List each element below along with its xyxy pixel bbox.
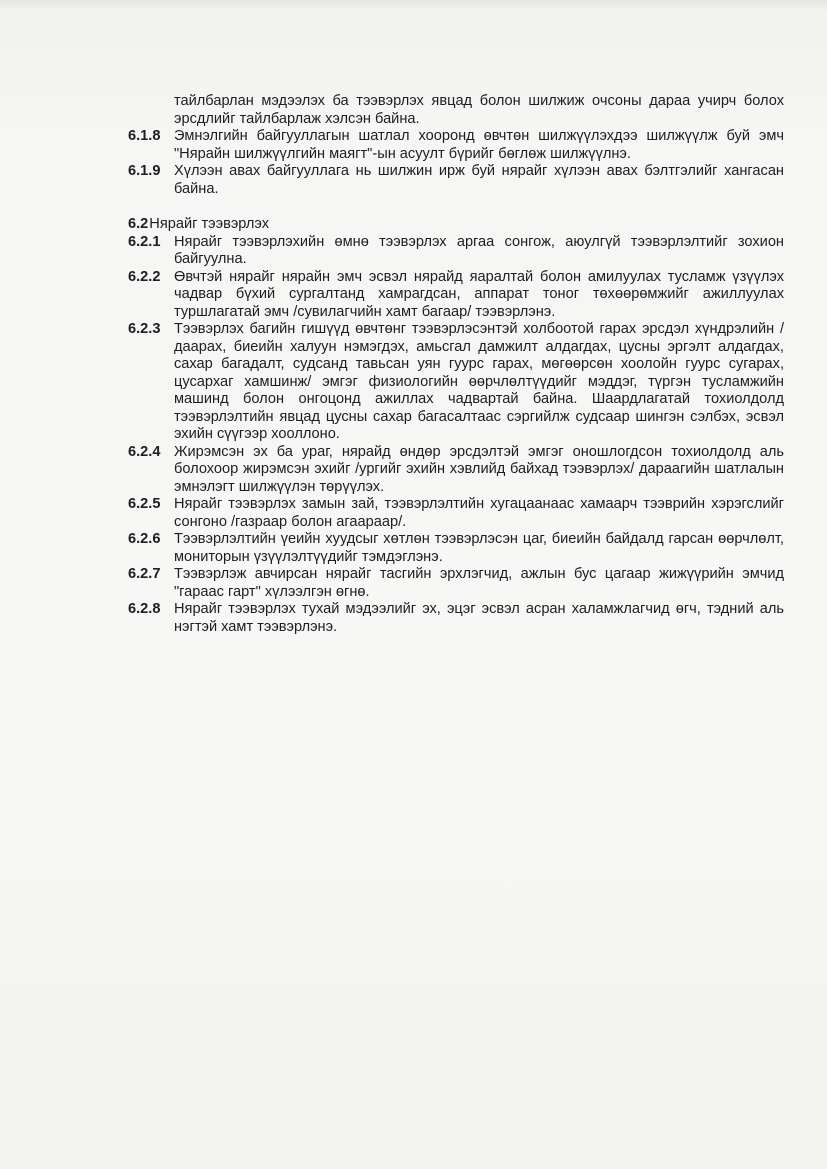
item-6-1-9: [128, 163, 784, 198]
item-text: Өвчтэй нярайг нярайн эмч эсвэл нярайд яаралтай болон амилуулах тусламж үзүүлэх чадвар бүхий сургалтанд хамрагдсан, аппарат тоног төхөөрөмжийг ажиллуулах туршлагатай эмч /сувилагчийн хамт багаар/ тээвэрлэнэ.: [174, 268, 784, 320]
item-text: Хүлээн авах байгууллага нь шилжин ирж буй нярайг хүлээн авах бэлтгэлийг хангасан байна.: [174, 163, 784, 197]
item-number: 6.2.4: [128, 443, 161, 460]
item-number: 6.2.3: [128, 321, 161, 337]
item-6-2-8: [128, 601, 784, 636]
section-number: 6.2: [128, 216, 149, 232]
item-text: Тээвэрлэж авчирсан нярайг тасгийн эрхлэгчид, ажлын бус цагаар жижүүрийн эмчид "гараас гарт" хүлээлгэн өгнө.: [174, 566, 784, 600]
item-text: Нярайг тээвэрлэхийн өмнө тээвэрлэх аргаа сонгож, аюулгүй тээвэрлэлтийг зохион байгуулна.: [174, 233, 784, 267]
item-6-2-5: [128, 496, 784, 531]
item-text: Жирэмсэн эх ба ураг, нярайд өндөр эрсдэлтэй эмгэг оношлогдсон тохиолдолд аль болохоор жирэмсэн эхийг /ургийг эхийн хэвлийд байхад тээвэрлэх/ дараагийн шатлалын эмнэлэгт шилжүүлэн төрүүлэх.: [174, 443, 784, 495]
item-text: Нярайг тээвэрлэх тухай мэдээлийг эх, эцэг эсвэл асран халамжлагчид өгч, тэдний аль нэгтэй хамт тээвэрлэнэ.: [174, 601, 784, 635]
item-number: 6.2.8: [128, 601, 161, 617]
document-body: [128, 93, 784, 636]
section-heading-6-2: [128, 216, 784, 234]
item-number: 6.1.8: [128, 128, 161, 144]
item-text: Нярайг тээвэрлэх замын зай, тээвэрлэлтийн хугацаанаас хамаарч тээврийн хэрэгслийг сонгоно /газраар болон агаараар/.: [174, 496, 784, 530]
item-6-2-6: [128, 531, 784, 566]
scan-shadow: [0, 0, 827, 10]
item-number: 6.2.6: [128, 531, 161, 547]
item-number: 6.2.7: [128, 566, 161, 582]
item-6-1-8: [128, 128, 784, 163]
item-number: 6.2.5: [128, 496, 161, 512]
item-6-2-7: [128, 566, 784, 601]
item-number: 6.1.9: [128, 163, 161, 179]
continuation-text: тайлбарлан мэдээлэх ба тээвэрлэх явцад болон шилжиж очсоны дараа учирч болох эрсдлийг тайлбарлаж хэлсэн байна.: [174, 93, 784, 127]
item-6-2-3: [128, 321, 784, 444]
item-6-2-4: [128, 444, 784, 497]
item-text: Тээвэрлэх багийн гишүүд өвчтөнг тээвэрлэсэнтэй холбоотой гарах эрсдэл хүндрэлийн /даарах, биеийн халуун нэмэгдэх, амьсгал дамжилт алдагдах, цусны эргэлт алдагдах, сахар багадалт, судсанд тавьсан уян гуурс гарах, мөгөөрсөн хоолойн гуурс сугарах, цусархаг хамшинж/ эмгэг физиологийн өөрчлөлтүүдийг мэддэг, түргэн тусламжийн машинд болон онгоцонд ажиллах чадвартай байна. Шаардлагатай тохиолдолд тээвэрлэлтийн явцад цусны сахар багасалтаас сэргийлж судсаар шингэн сэлбэх, эсвэл эхийн сүүгээр хооллоно.: [174, 321, 784, 442]
item-text: Тээвэрлэлтийн үеийн хуудсыг хөтлөн тээвэрлэсэн цаг, биеийн байдалд гарсан өөрчлөлт, мониторын үзүүлэлтүүдийг тэмдэглэнэ.: [174, 531, 784, 565]
item-number: 6.2.2: [128, 268, 161, 285]
item-6-2-2: [128, 269, 784, 322]
item-number: 6.2.1: [128, 233, 161, 250]
item-text: Эмнэлгийн байгууллагын шатлал хооронд өвчтөн шилжүүлэхдээ шилжүүлж буй эмч "Нярайн шилжүүлгийн маягт"-ын асуулт бүрийг бөглөж шилжүүлнэ.: [174, 128, 784, 162]
item-6-2-1: [128, 234, 784, 269]
section-title: Нярайг тээвэрлэх: [149, 216, 269, 232]
